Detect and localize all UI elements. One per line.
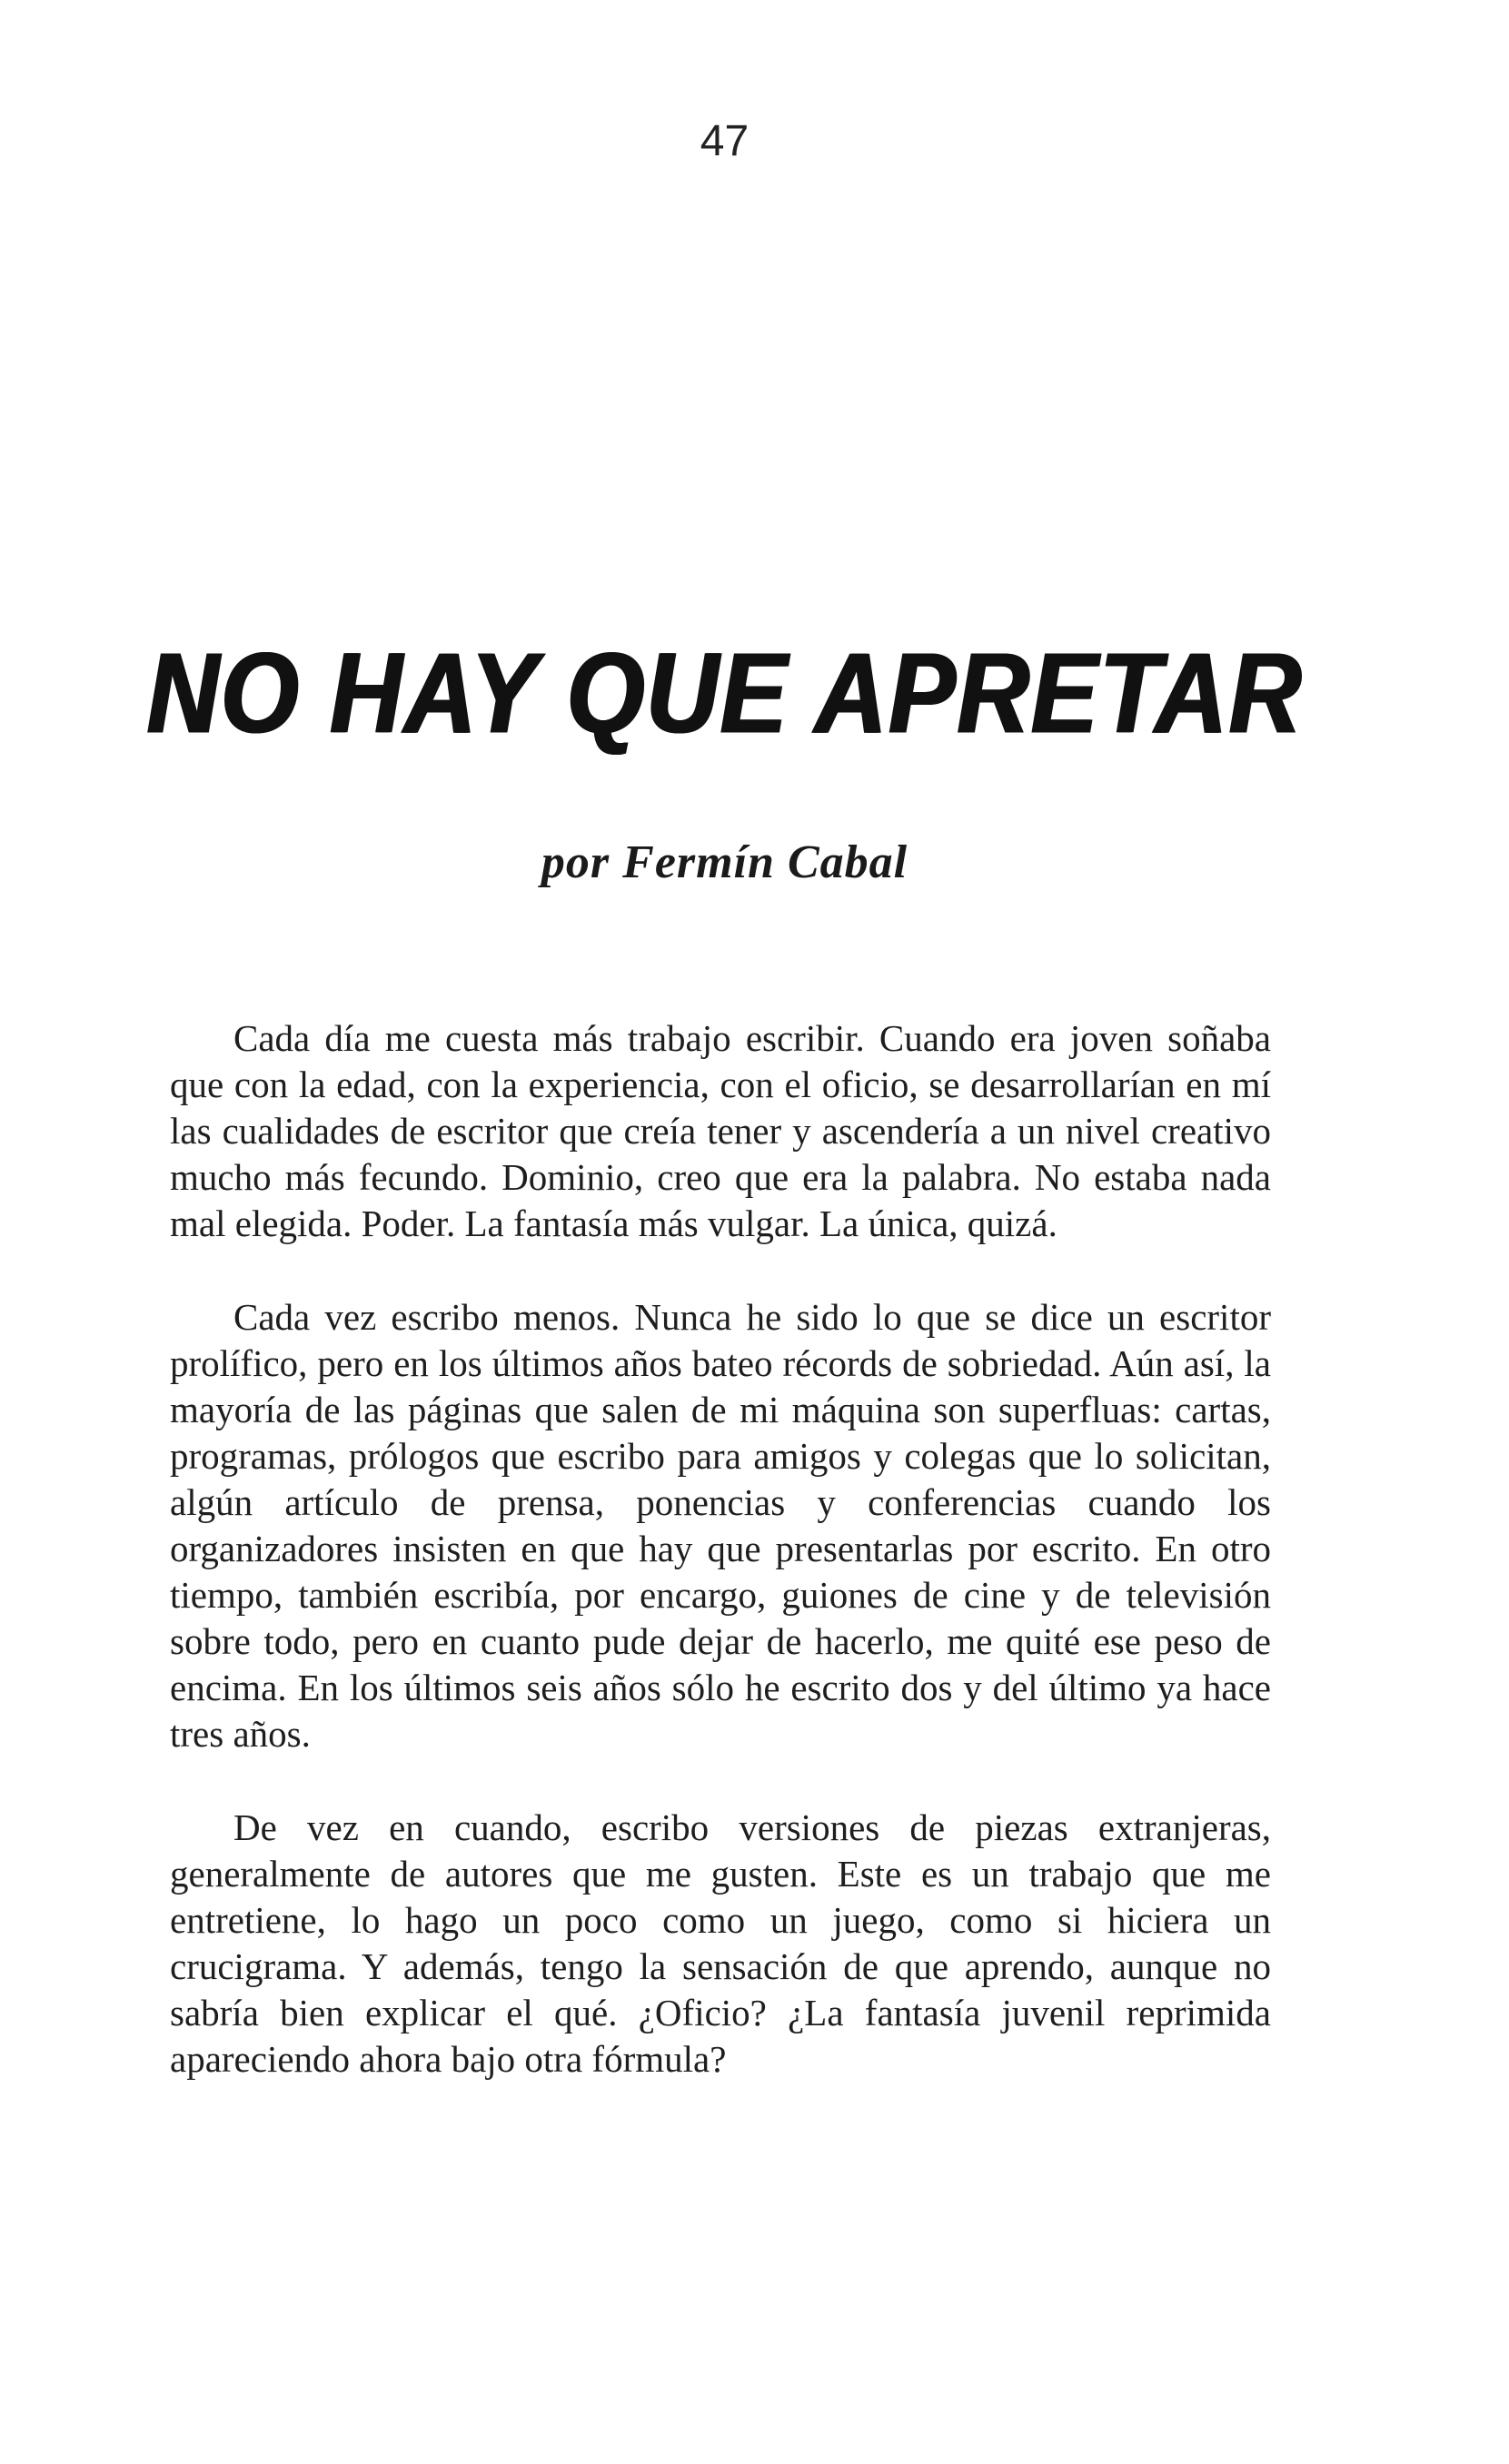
paragraph: Cada día me cuesta más trabajo escribir. Cuando era joven soñaba que con la edad, con la experiencia, con el oficio, se desarrollarían en mí las cualidades de escritor que creía tener y ascendería a un nivel creativo mucho más fecundo. Dominio, creo que era la palabra. No estaba nada mal elegida. Poder. La fantasía más vulgar. La única, quizá.: [170, 1017, 1271, 1244]
chapter-title: NO HAY QUE APRETAR: [146, 628, 1303, 758]
paragraph: De vez en cuando, escribo versiones de piezas extranjeras, generalmente de autores que me gusten. Este es un trabajo que me entretiene, lo hago un poco como un juego, como si hiciera un crucigrama. Y además, tengo la sensación de que aprendo, aunque no sabría bien explicar el qué. ¿Oficio? ¿La fantasía juvenil reprimida apareciendo ahora bajo otra fórmula?: [170, 1806, 1271, 2080]
author-byline: por Fermín Cabal: [541, 836, 908, 888]
paragraph: Cada vez escribo menos. Nunca he sido lo que se dice un escritor prolífico, pero en los últimos años bateo récords de sobriedad. Aún así, la mayoría de las páginas que salen de mi máquina son superfluas: cartas, programas, prólogos que escribo para amigos y colegas que lo solicitan, algún artículo de prensa, ponencias y conferencias cuando los organizadores insisten en que hay que presentarlas por escrito. En otro tiempo, también escribía, por encargo, guiones de cine y de televisión sobre todo, pero en cuanto pude dejar de hacerlo, me quité ese peso de encima. En los últimos seis años sólo he escrito dos y del último ya hace tres años.: [170, 1296, 1271, 1755]
body-text: [170, 1015, 1271, 2083]
page-number: 47: [700, 117, 750, 165]
